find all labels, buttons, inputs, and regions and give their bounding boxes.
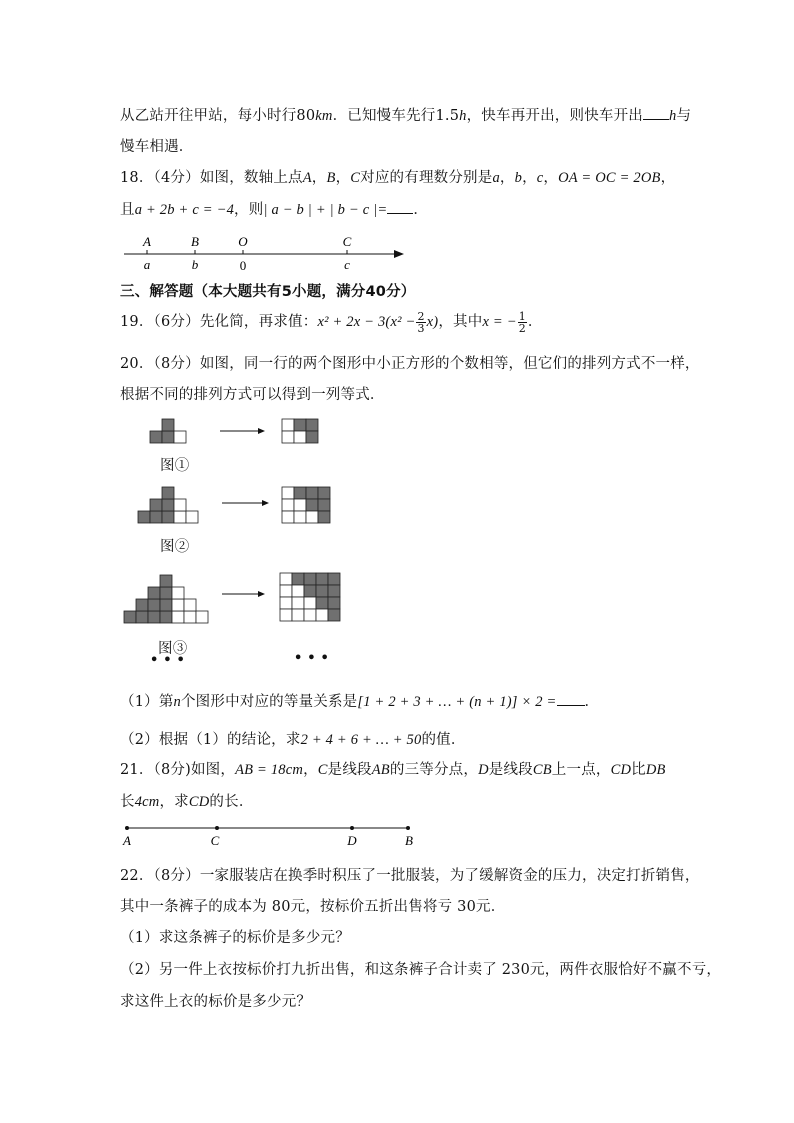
q18-var-b: b [514,170,523,186]
q18-var-a: a [492,170,500,186]
q20-line1: 20．（8分）如图，同一行的两个图形中小正方形的个数相等，但它们的排列方式不一样， [120,356,700,372]
fig2-right-cell [294,499,306,511]
q20-var-n: n [173,694,181,710]
fig2-right-cell [282,511,294,523]
section-title: 三、解答题（本大题共有5小题，满分40分） [120,284,416,300]
fig3-left-cell [148,611,160,623]
q18-text: ，则 [234,202,264,218]
seg-label-d: D [347,833,357,848]
fig3-left-cell [148,599,160,611]
fig3-right-cell [292,585,304,597]
fig2-right-cell [306,487,318,499]
fig1-right-cell [282,419,294,431]
q21-text: ，求 [159,794,189,810]
fig3-right-cell [316,597,328,609]
q21-text: 是线段 [488,762,533,778]
q21-segment-cb: CB [532,762,552,778]
fig2-right-cell [282,487,294,499]
fig-1-label: 图① [160,458,190,474]
q20-expression: 2 + 4 + 6 + … + 50 [300,732,422,748]
fig3-right-cell [328,585,340,597]
q21-text: 的长． [209,794,254,810]
axis-label-a-lower: a [143,257,151,272]
fig3-left-cell [172,611,184,623]
fig3-left-cell [184,599,196,611]
fig3-left-cell [196,611,208,623]
seg-label-c: C [210,833,220,848]
fig3-left-cell [184,611,196,623]
q17-unit-h: h [459,108,467,124]
fig2-left-cell [186,511,198,523]
fig3-right-cell [328,573,340,585]
q17-text: 与 [676,108,692,124]
fig3-right-cell [280,609,292,621]
q17-unit-km: km [315,108,333,124]
fig3-right-cell [304,585,316,597]
fig3-left-cell [160,611,172,623]
q20-text: （1）第 [120,694,174,710]
q19-expression: x) [426,314,439,330]
fig3-right-cell [328,609,340,621]
q22-sub2: （2）另一件上衣按标价打九折出售，和这条裤子合计卖了 230元，两件衣服恰好不赢不亏， [120,962,722,978]
fig3-left-cell [148,587,160,599]
fig1-right-cell [282,431,294,443]
q18-point-b: B [326,170,336,186]
q17-text: ，快车再开出，则快车开出 [466,108,644,124]
q20-text: ． [584,694,600,710]
q21-segment-diagram [118,820,418,852]
q19-text: ． [527,314,543,330]
q19-text: 19．（6分）先化简，再求值： [120,314,318,330]
q17-time: 1.5 [435,108,460,124]
q20-sub1 [120,690,599,711]
fig3-left-cell [136,599,148,611]
dots-right: • • • [294,651,329,666]
fig3-left-cell [172,587,184,599]
q20-text: （2）根据（1）的结论，求 [120,732,301,748]
fig3-right-cell [280,585,292,597]
q21-point-d: D [478,762,489,778]
q17-unit-h: h [669,108,677,124]
q17-speed: 80 [296,108,316,124]
q17-text: 从乙站开往甲站，每小时行 [120,108,297,124]
q19-expression: x² + 2x − 3(x² − [317,314,416,330]
q18-point-c: C [350,170,361,186]
q18-expression: | a − b | + | b − c |= [263,202,388,218]
fig3-right-cell [304,597,316,609]
fig3-left-cell [136,611,148,623]
fig3-right-cell [316,585,328,597]
q18-text: 对应的有理数分别是 [360,170,493,186]
q20-answer-blank[interactable] [557,693,585,706]
axis-label-zero: 0 [239,258,247,273]
q21-segment-ab: AB [371,762,390,778]
q18-equation: OA = OC = 2OB [558,170,661,186]
fig2-left-cell [150,499,162,511]
q21-text: 21．（8分)如图， [120,762,236,778]
q20-line2: 根据不同的排列方式可以得到一列等式． [120,387,385,403]
q18-line1: 18．（4分）如图，数轴上点A，B，C对应的有理数分别是a，b，c，OA = OC = 2OB， [120,170,676,186]
fig3-right-cell [328,597,340,609]
seg-label-a: A [123,833,131,848]
fig2-right-cell [306,499,318,511]
q18-point-a: A [302,170,312,186]
q21-line2 [120,790,254,811]
seg-label-b: B [405,833,413,848]
fig1-right-cell [306,419,318,431]
q21-line1 [120,758,666,779]
fig1-right-cell [294,431,306,443]
axis-label-b-upper: B [191,234,199,249]
fig2-left-cell [162,487,174,499]
axis-label-b-lower: b [191,257,199,272]
fig1-left-cell [162,431,174,443]
fig3-right-cell [292,609,304,621]
fig1-right-cell [294,419,306,431]
fig-2-label: 图② [160,539,190,555]
q18-condition: a + 2b + c = −4 [134,202,235,218]
q22-sub1: （1）求这条裤子的标价是多少元？ [120,930,350,946]
fig2-left-cell [162,499,174,511]
fig3-left-cell [160,575,172,587]
q21-point-c: C [317,762,328,778]
q22-line1: 22．（8分）一家服装店在换季时积压了一批服装，为了缓解资金的压力，决定打折销售， [120,868,700,884]
fig1-left-cell [150,431,162,443]
fig2-right-cell [294,511,306,523]
fig2-left-cell [150,511,162,523]
axis-label-o: O [238,234,248,249]
q19-x-fraction: $\frac{1}{2}$ [518,309,526,335]
fig2-left-cell [174,511,186,523]
fig2-left-cell [162,511,174,523]
q18-var-c: c [536,170,544,186]
fig2-right-cell [318,487,330,499]
axis-label-a-upper: A [143,234,151,249]
q21-text: ， [303,762,318,778]
dots-left: • • • [150,653,185,668]
fig1-left-cell [174,431,186,443]
fig2-right-cell [318,511,330,523]
q21-text: 长 [120,794,135,810]
q17-text: ．已知慢车先行 [332,108,436,124]
q20-text: 个图形中对应的等量关系是 [180,694,358,710]
fig2-left-cell [174,499,186,511]
q21-text: 上一点， [551,762,611,778]
axis-label-c-lower: c [344,257,350,272]
q18-text: 且 [120,202,135,218]
q19-text: ，其中 [438,314,483,330]
q22-line2: 其中一条裤子的成本为 80元，按标价五折出售将亏 30元． [120,899,506,915]
q20-text: 的值． [421,732,466,748]
fig3-right-cell [316,609,328,621]
fig3-right-cell [316,573,328,585]
fig3-right-cell [304,609,316,621]
fig-3-label: 图③ [158,641,188,657]
axis-label-c-upper: C [342,234,352,249]
fig3-right-cell [280,573,292,585]
fig3-left-cell [172,599,184,611]
fig2-right-cell [294,487,306,499]
fig3-right-cell [304,573,316,585]
q18-text: ． [413,202,429,218]
q21-segment-cd: CD [188,794,210,810]
q20-expression: [1 + 2 + 3 + … + (n + 1)] × 2 = [357,694,557,710]
q22-sub2-line2: 求这件上衣的标价是多少元？ [120,994,312,1010]
q21-segment-cd: CD [610,762,632,778]
q17-line2: 慢车相遇． [120,139,194,155]
q21-text: 比 [631,762,646,778]
fig3-left-cell [160,587,172,599]
q19-x-value: x = − [482,314,517,330]
fig3-right-cell [292,597,304,609]
fig1-right-cell [306,431,318,443]
q21-text: 的三等分点， [389,762,479,778]
fig2-left-cell [138,511,150,523]
q21-segment-db: DB [645,762,666,778]
q20-sub2 [120,728,466,749]
q21-text: 是线段 [327,762,372,778]
q18-text: 18．（4分）如图，数轴上点 [120,170,303,186]
fig2-right-cell [306,511,318,523]
q19-fraction: $\frac{2}{3}$ [417,309,425,335]
fig3-right-cell [280,597,292,609]
fig1-left-cell [162,419,174,431]
q21-diff-length: 4cm [134,794,160,810]
fig2-right-cell [282,499,294,511]
fig3-right-cell [292,573,304,585]
fig3-left-cell [160,599,172,611]
q21-length: AB = 18cm [235,762,304,778]
fig3-left-cell [124,611,136,623]
fig2-right-cell [318,499,330,511]
